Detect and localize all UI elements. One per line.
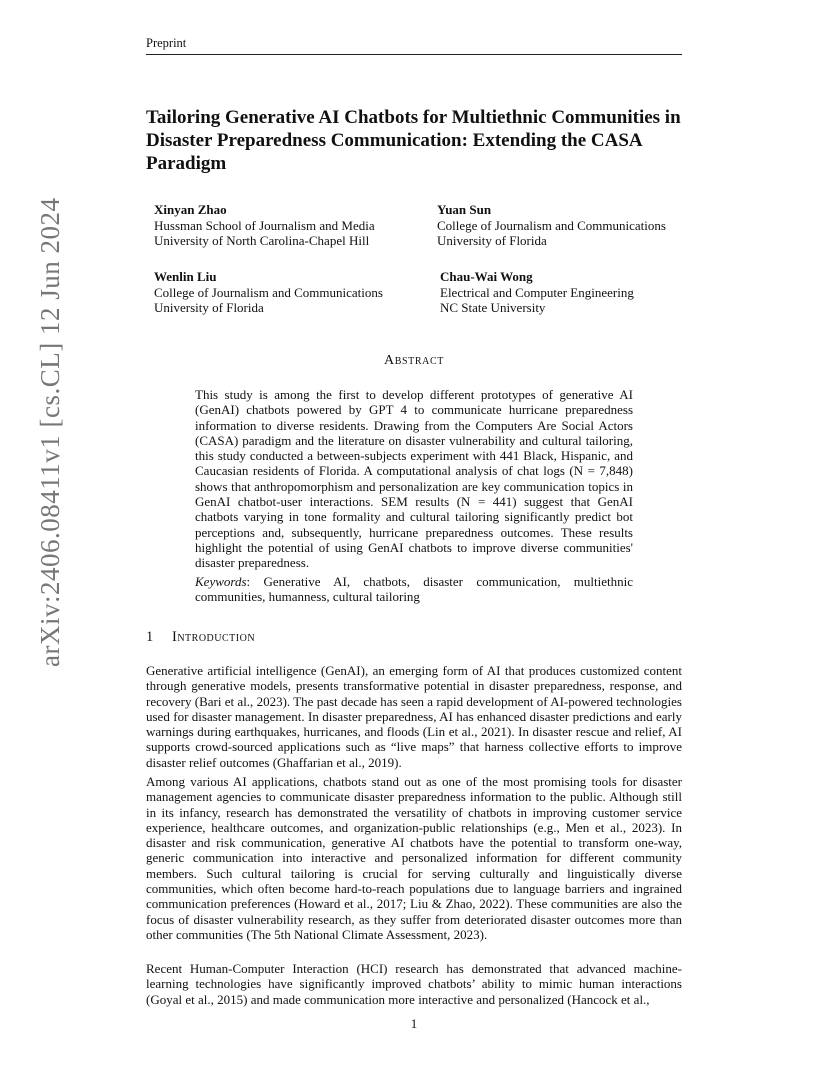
running-head: Preprint (146, 36, 682, 55)
paragraph-text: Recent Human-Computer Interaction (HCI) research has demonstrated that advanced machine-learning technologies have significantly improved chatbots’ ability to mimic human interactions (Goyal et al., 2015) and made communication more interactive and personalized (Hancock et al., (146, 961, 682, 1007)
author-name: Chau-Wai Wong (440, 269, 533, 284)
author-block (154, 202, 375, 249)
author-block (440, 269, 634, 316)
author-affiliation: Electrical and Computer Engineering (440, 284, 634, 300)
paragraph-text: Generative artificial intelligence (GenAI), an emerging form of AI that produces customized content through generative models, presents transformative potential in disaster preparedness, response, and recovery (Bari et al., 2023). The past decade has seen a rapid development of AI-powered technologies used for disaster management. In disaster preparedness, AI has enhanced disaster predictions and early warnings during earthquakes, hurricanes, and floods (Lin et al., 2021). In disaster rescue and relief, AI supports crowd-sourced applications such as “live maps” that harness collective efforts to improve disaster relief outcomes (Ghaffarian et al., 2019). (146, 663, 682, 770)
author-affiliation: Hussman School of Journalism and Media (154, 217, 375, 233)
author-affiliation: College of Journalism and Communications (437, 217, 666, 233)
author-affiliation: College of Journalism and Communications (154, 284, 383, 300)
body-paragraph (146, 774, 682, 942)
author-affiliation: NC State University (440, 300, 546, 315)
paper-title: Tailoring Generative AI Chatbots for Multiethnic Communities in Disaster Preparedness Communication: Extending the CASA Paradigm (146, 107, 681, 174)
section-title: Introduction (172, 629, 256, 645)
author-affiliation: University of North Carolina-Chapel Hill (154, 233, 370, 248)
body-paragraph (146, 663, 682, 770)
author-name: Yuan Sun (437, 202, 492, 217)
arxiv-identifier-stamp[interactable]: arXiv:2406.08411v1 [cs.CL] 12 Jun 2024 (35, 197, 65, 667)
page-number: 1 (410, 1016, 418, 1031)
abstract-heading: Abstract (384, 353, 444, 368)
author-name: Xinyan Zhao (154, 202, 227, 217)
keywords (195, 574, 633, 605)
keywords-list: : Generative AI, chatbots, disaster communication, multiethnic communities, humanness, cultural tailoring (195, 574, 633, 605)
abstract-text: This study is among the first to develop different prototypes of generative AI (GenAI) chatbots powered by GPT 4 to communicate hurricane preparedness information to diverse residents. Drawing from the Computers Are Social Actors (CASA) paradigm and the literature on disaster vulnerability and cultural tailoring, this study conducted a between-subjects experiment with 441 Black, Hispanic, and Caucasian residents of Florida. A computational analysis of chat logs (N = 7,848) shows that anthropomorphism and personalization are key communication topics in GenAI chatbot-user interactions. SEM results (N = 441) suggest that GenAI chatbots varying in tone formality and cultural tailoring significantly predict bot perceptions and, subsequently, hurricane preparedness outcomes. These results highlight the potential of using GenAI chatbots to improve diverse communities' disaster preparedness. (195, 387, 633, 571)
author-name: Wenlin Liu (154, 269, 217, 284)
paragraph-text: Among various AI applications, chatbots stand out as one of the most promising tools for disaster management agencies to communicate disaster preparedness information to the public. Although still in its infancy, research has demonstrated the versatility of chatbots in improving customer service experience, healthcare outcomes, and organization-public relationships (e.g., Men et al., 2023). In disaster and risk communication, generative AI chatbots have the potential to transform one-way, generic communication into interactive and personalized information for different community members. Such cultural tailoring is crucial for serving culturally and linguistically diverse communities, which often become hard-to-reach populations due to language barriers and ingrained communication preferences (Howard et al., 2017; Liu & Zhao, 2022). These communities are also the focus of disaster vulnerability research, as they suffer from deteriorated disaster outcomes more than other communities (The 5th National Climate Assessment, 2023). (146, 774, 682, 942)
abstract-body (195, 387, 633, 571)
section-heading (146, 629, 255, 646)
section-number: 1 (146, 629, 154, 645)
author-affiliation: University of Florida (437, 233, 547, 248)
author-block (154, 269, 383, 316)
keywords-label: Keywords (195, 574, 247, 589)
author-block (437, 202, 666, 249)
author-affiliation: University of Florida (154, 300, 264, 315)
body-paragraph (146, 961, 682, 1007)
